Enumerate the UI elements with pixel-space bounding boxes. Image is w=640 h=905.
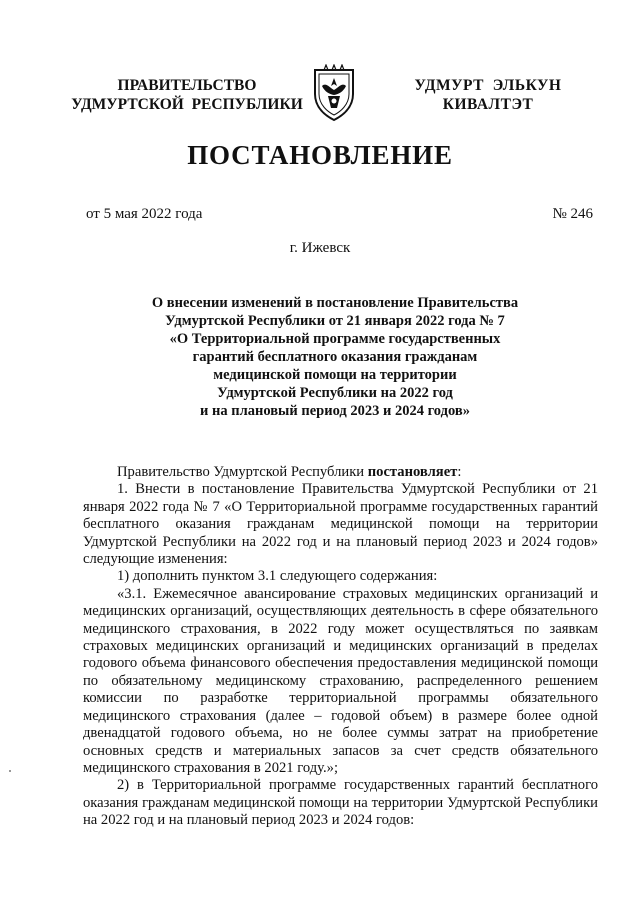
document-date: от 5 мая 2022 года	[86, 206, 203, 222]
intro-colon: :	[457, 464, 462, 480]
document-number: № 246	[552, 206, 593, 222]
body-intro	[83, 464, 598, 481]
document-title: ПОСТАНОВЛЕНИЕ	[187, 140, 453, 170]
document-body	[83, 464, 598, 830]
body-paragraph: 1. Внести в постановление Правительства Удмуртской Республики от 21 января 2022 года № 7 «О Территориальной программе государственных гарантий бесплатного оказания гражданам медицинской помощи на территории Удмуртской Республики на 2022 год и на плановый период 2023 и 2024 годов» следующие изменения:	[83, 481, 598, 568]
issuer-line-1: ПРАВИТЕЛЬСТВО	[117, 77, 257, 94]
body-paragraph: 2) в Территориальной программе государственных гарантий бесплатного оказания гражданам медицинской помощи на территории Удмуртской Республики на 2022 год и на плановый период 2023 и 2024 годов:	[83, 777, 598, 829]
intro-verb: постановляет	[367, 464, 458, 480]
subject-line: гарантий бесплатного оказания гражданам	[192, 349, 478, 365]
scan-artifact-dot	[9, 770, 11, 772]
body-paragraph: 1) дополнить пунктом 3.1 следующего содержания:	[117, 568, 438, 585]
subject-line: и на плановый период 2023 и 2024 годов»	[200, 403, 470, 419]
issuer-udm-line-2: КИВАЛТЭТ	[442, 96, 534, 113]
intro-text: Правительство Удмуртской Республики	[117, 464, 368, 480]
document-subject	[120, 294, 550, 420]
issuer-name-russian	[62, 76, 312, 114]
subject-line: О внесении изменений в постановление Правительства	[151, 295, 519, 311]
subject-line: Удмуртской Республики на 2022 год	[217, 385, 453, 401]
body-paragraph: «3.1. Ежемесячное авансирование страховых медицинских организаций и медицинских организаций, осуществляющих деятельность в сфере обязательного медицинского страхования, в 2022 году может осуществляться по заявкам страховых медицинских организаций и медицинских организаций в пределах годового объема финансового обеспечения предоставления медицинской помощи по обязательному медицинскому страхованию, распределенного решением комиссии по разработке территориальной программы обязательного медицинского страхования (далее – годовой объем) в размере более одной двенадцатой годового объема, но не более суммы затрат на приобретение основных средств и материальных запасов за счет средств обязательного медицинского страхования в 2021 году.»;	[83, 585, 598, 776]
udmurt-coat-of-arms-icon	[312, 64, 356, 122]
document-city: г. Ижевск	[289, 240, 351, 256]
issuer-udm-line-1: УДМУРТ ЭЛЬКУН	[414, 77, 562, 94]
subject-line: Удмуртской Республики от 21 января 2022 года № 7	[165, 313, 505, 329]
subject-line: медицинской помощи на территории	[213, 367, 457, 383]
issuer-name-udmurt	[398, 76, 578, 114]
issuer-line-2: УДМУРТСКОЙ РЕСПУБЛИКИ	[71, 96, 303, 113]
subject-line: «О Территориальной программе государственных	[169, 331, 501, 347]
